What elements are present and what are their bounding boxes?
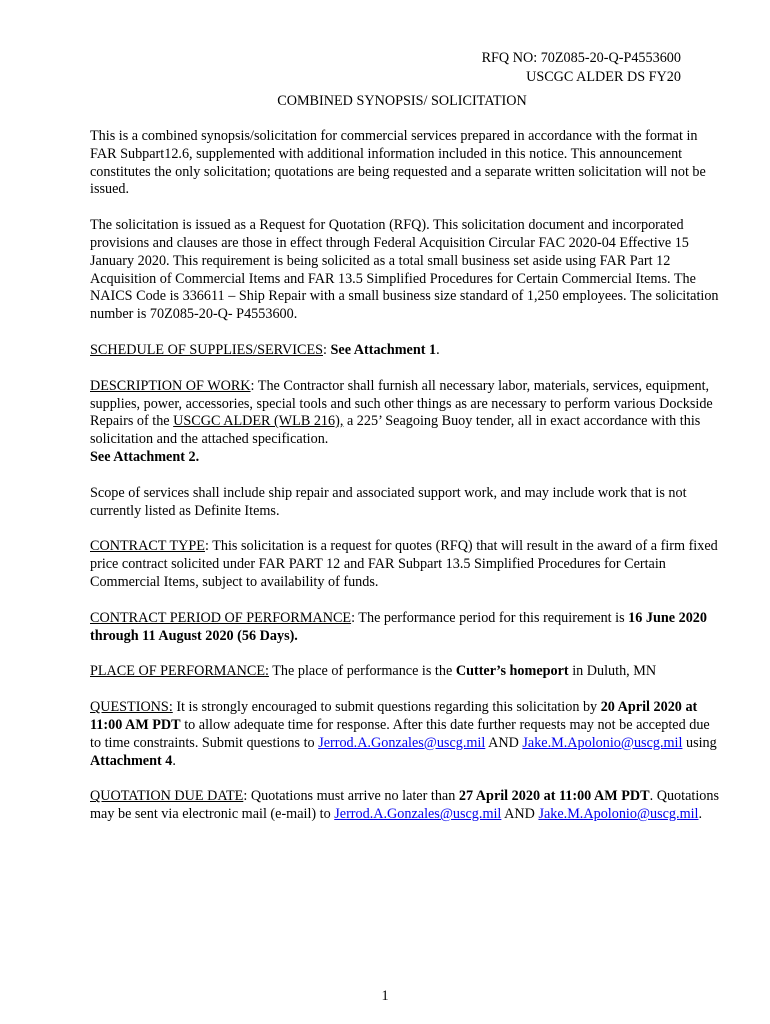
questions-heading: QUESTIONS: xyxy=(90,699,173,716)
due-date-deadline: 27 April 2020 at 11:00 AM PDT xyxy=(458,788,650,805)
due-email-link-gonzales[interactable]: Jerrod.A.Gonzales@uscg.mil xyxy=(334,806,502,823)
rfq-paragraph: The solicitation is issued as a Request for Quotation (RFQ). This solicitation document and incorporated provisions and clauses are those in effect through Federal Acquisition Circular FAC 2020-04 Effective 15 January 2020. This requirement is being solicited as a total small business set aside using FAR Part 12 Acquisition of Commercial Items and FAR 13.5 Simplified Procedures for Certain Commercial Items. The NAICS Code is 336611 – Ship Repair with a small business size standard of 1,250 employees. The solicitation number is 70Z085-20-Q- P4553600. xyxy=(90,217,719,323)
homeport: Cutter’s homeport xyxy=(455,663,569,680)
vessel-name: USCGC ALDER (WLB 216), xyxy=(173,413,344,430)
questions-section: QUESTIONS: It is strongly encouraged to submit questions regarding this solicitation by 20 April 2020 at 11:00 AM PDT to allow adequate time for response. After this date further requests may not be accepted due to time constraints. Submit questions to Jerrod.A.Gonzales@uscg.mil AND Jake.M.Apolonio@uscg.mil using Attachment 4. xyxy=(90,699,717,769)
due-date-heading: QUOTATION DUE DATE xyxy=(90,788,244,805)
period-section: CONTRACT PERIOD OF PERFORMANCE: The performance period for this requirement is 16 June 2020 through 11 August 2020 (56 Days). xyxy=(90,609,707,644)
description-attachment: See Attachment 2. xyxy=(90,448,200,465)
document-body xyxy=(90,128,720,842)
document-header xyxy=(482,49,681,87)
description-section: DESCRIPTION OF WORK: The Contractor shall furnish all necessary labor, materials, services, equipment, supplies, power, accessories, special tools and such other things as are necessary to perform various Dockside Repairs of the USCGC ALDER (WLB 216), a 225’ Seagoing Buoy tender, all in exact accordance with this solicitation and the attached specification. See Attachment 2. xyxy=(90,377,713,465)
document-title: COMBINED SYNOPSIS/ SOLICITATION xyxy=(277,93,527,109)
cutter-designation: USCGC ALDER DS FY20 xyxy=(526,69,681,85)
intro-paragraph: This is a combined synopsis/solicitation for commercial services prepared in accordance with the format in FAR Subpart12.6, supplemented with additional information included in this notice. This announcement constitutes the only solicitation; quotations are being requested and a separate written solicitation will not be issued. xyxy=(90,128,706,198)
email-link-apolonio[interactable]: Jake.M.Apolonio@uscg.mil xyxy=(522,734,683,751)
period-heading: CONTRACT PERIOD OF PERFORMANCE xyxy=(90,609,352,626)
page-number: 1 xyxy=(381,988,389,1004)
due-email-link-apolonio[interactable]: Jake.M.Apolonio@uscg.mil xyxy=(538,806,699,823)
contract-type-heading: CONTRACT TYPE xyxy=(90,538,205,555)
period-dates: 16 June 2020 through 11 August 2020 (56 Days). xyxy=(90,609,707,644)
place-heading: PLACE OF PERFORMANCE: xyxy=(90,663,269,680)
contract-type-section: CONTRACT TYPE: This solicitation is a request for quotes (RFQ) that will result in the award of a firm fixed price contract solicited under FAR PART 12 and FAR Subpart 13.5 Simplified Procedures for Certain Commercial Items, subject to availability of funds. xyxy=(90,538,718,590)
scope-paragraph: Scope of services shall include ship repair and associated support work, and may include work that is not currently listed as Definite Items. xyxy=(90,484,687,519)
description-heading: DESCRIPTION OF WORK xyxy=(90,377,251,394)
rfq-number: RFQ NO: 70Z085-20-Q-P4553600 xyxy=(481,50,681,66)
questions-deadline: 20 April 2020 at 11:00 AM PDT xyxy=(90,699,698,733)
due-date-section: QUOTATION DUE DATE: Quotations must arrive no later than 27 April 2020 at 11:00 AM PDT. Quotations may be sent via electronic mail (e-mail) to Jerrod.A.Gonzales@uscg.mil AND Jake.M.Apolonio@uscg.mil. xyxy=(90,788,719,823)
schedule-heading: SCHEDULE OF SUPPLIES/SERVICES xyxy=(90,341,323,358)
email-link-gonzales[interactable]: Jerrod.A.Gonzales@uscg.mil xyxy=(318,734,486,751)
questions-attachment: Attachment 4 xyxy=(90,752,173,769)
schedule-section: SCHEDULE OF SUPPLIES/SERVICES: See Attachment 1. xyxy=(90,341,440,358)
place-section: PLACE OF PERFORMANCE: The place of performance is the Cutter’s homeport in Duluth, MN xyxy=(90,663,657,680)
schedule-attachment: See Attachment 1 xyxy=(330,341,437,358)
